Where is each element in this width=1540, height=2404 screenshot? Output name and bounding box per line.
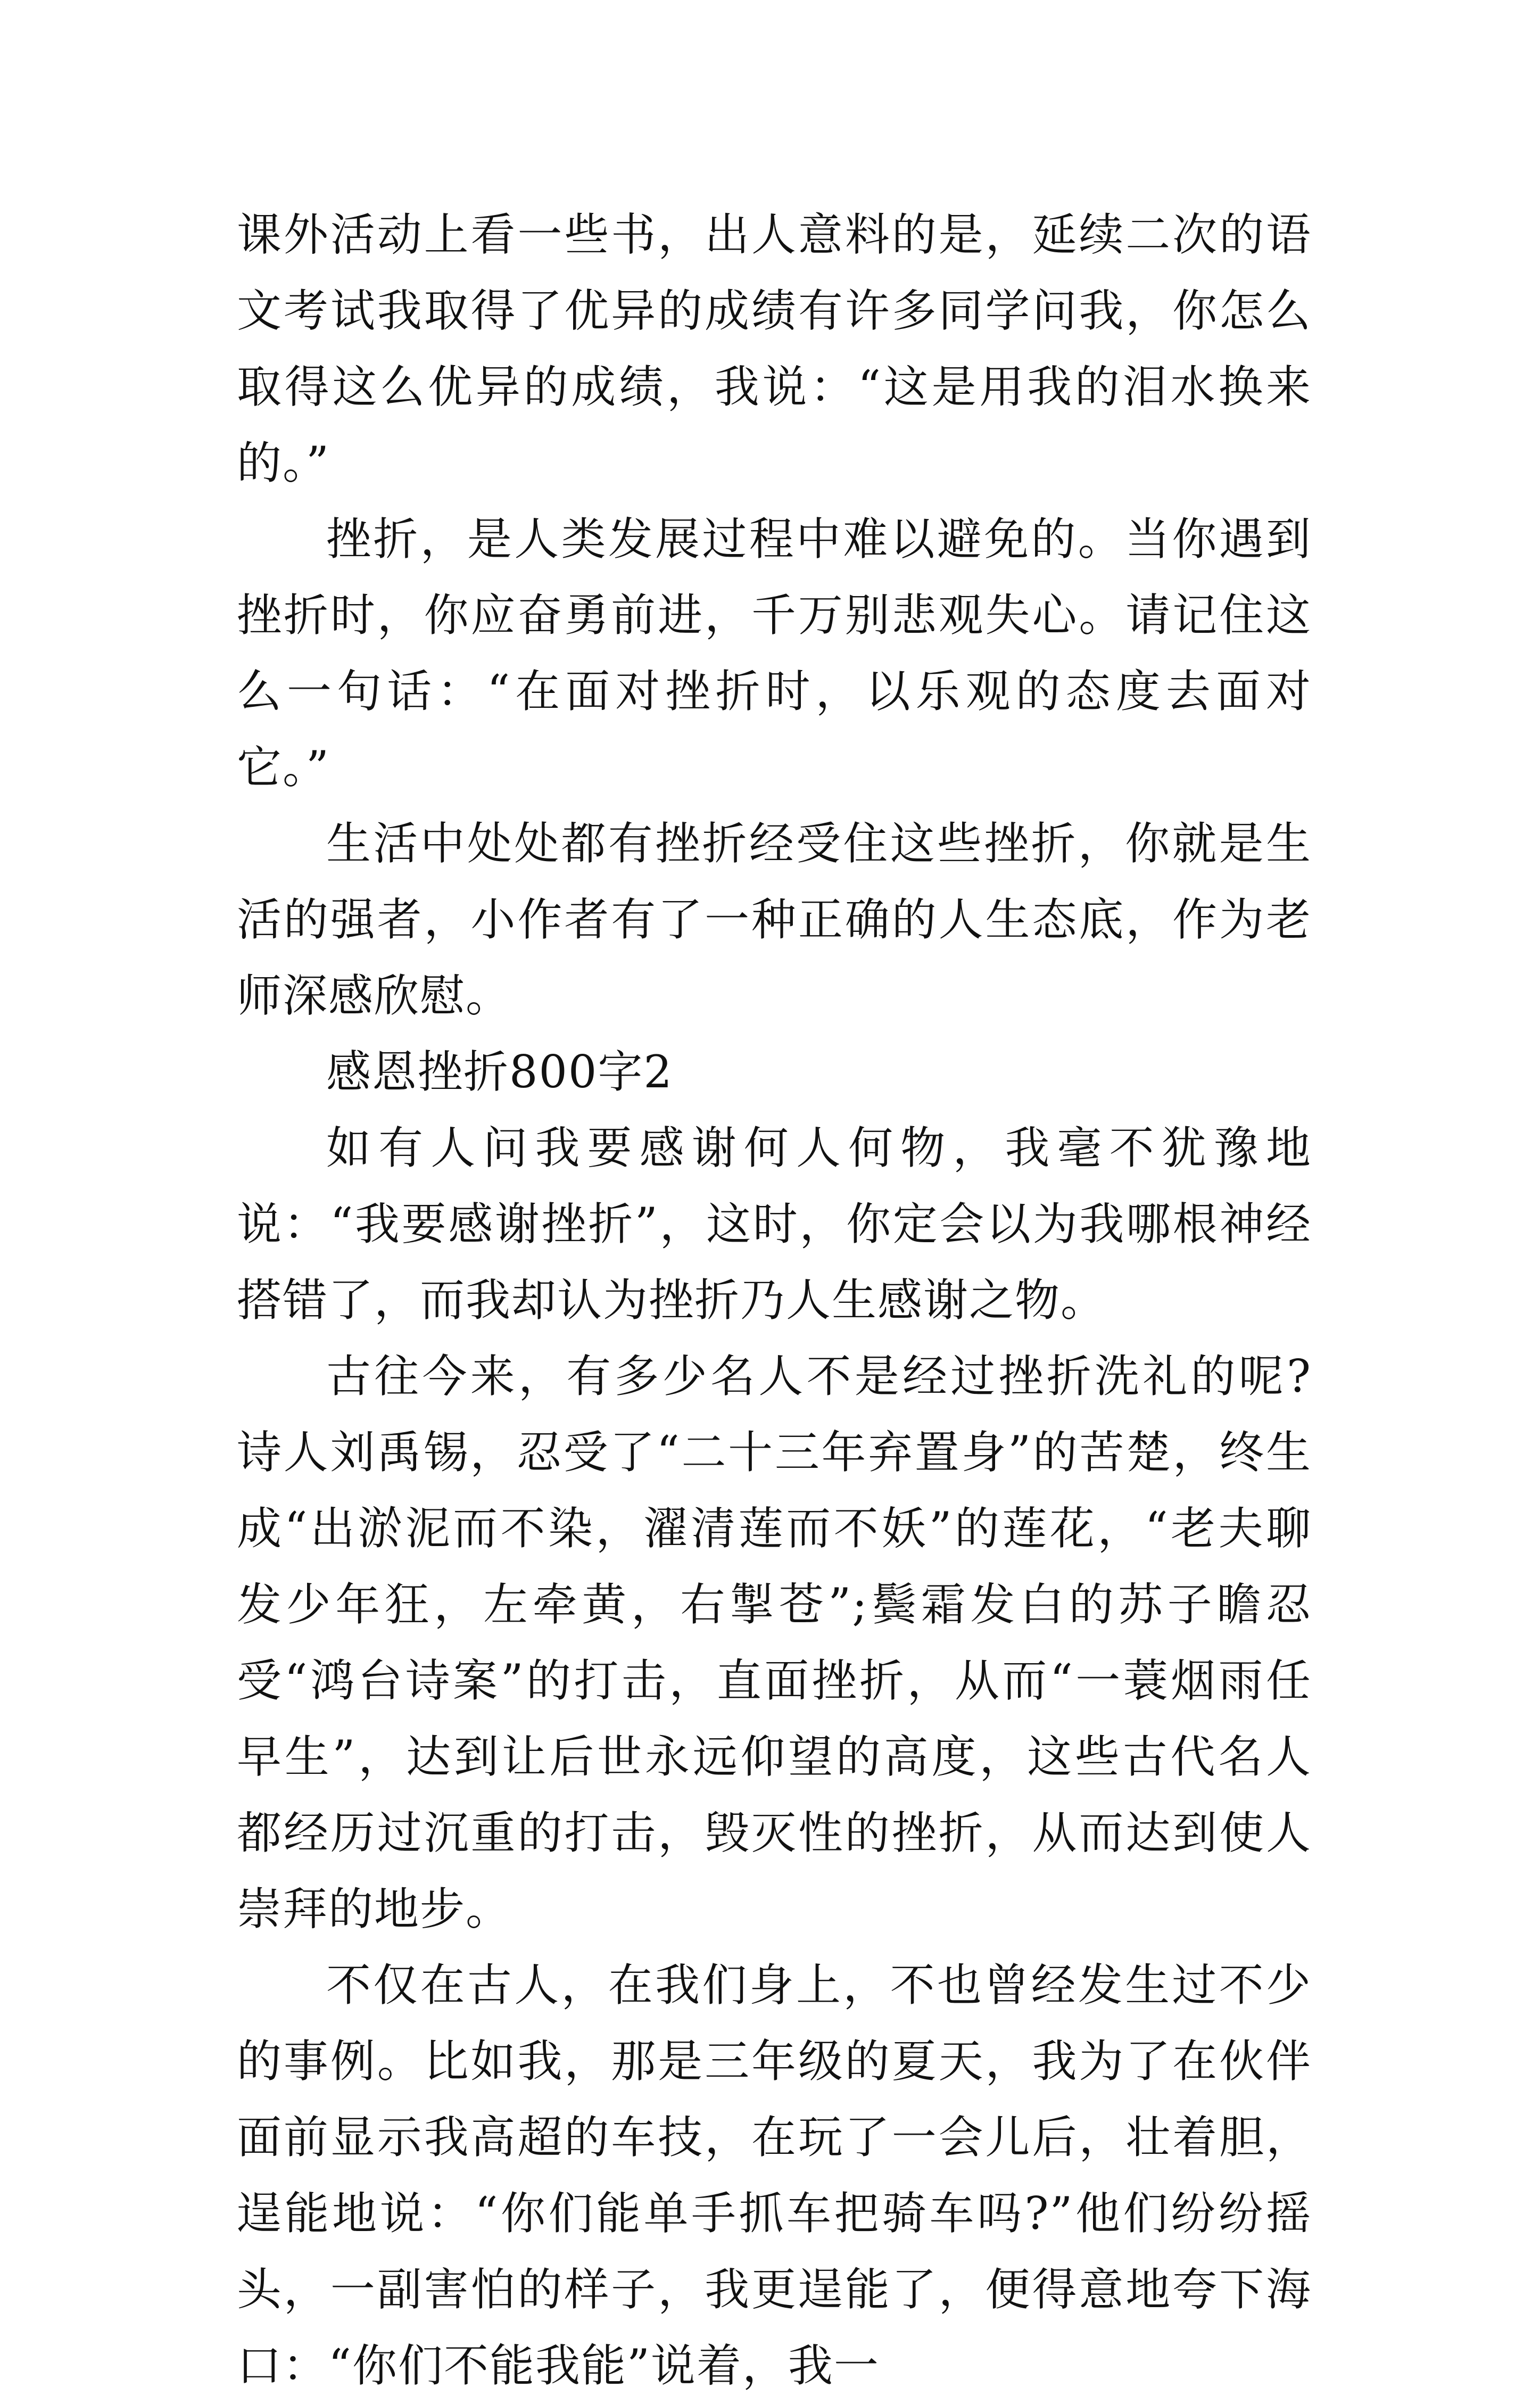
paragraph-1: 课外活动上看一些书，出人意料的是，延续二次的语文考试我取得了优异的成绩有许多同学问我，你怎么取得这么优异的成绩，我说：“这是用我的泪水换来的。” <box>237 209 1312 489</box>
paragraph-4: 如有人问我要感谢何人何物，我毫不犹豫地说：“我要感谢挫折”，这时，你定会以为我哪根神经搭错了，而我却认为挫折乃人生感谢之物。 <box>237 1122 1312 1326</box>
paragraph-5: 古往今来，有多少名人不是经过挫折洗礼的呢?诗人刘禹锡，忍受了“二十三年弃置身”的苦楚，终生成“出淤泥而不染，濯清莲而不妖”的莲花，“老夫聊发少年狂，左牵黄，右掣苍”;鬓霜发白的苏子瞻忍受“鸿台诗案”的打击，直面挫折，从而“一蓑烟雨任早生”，达到让后世永远仰望的高度，这些古代名人都经历过沉重的打击，毁灭性的挫折，从而达到使人崇拜的地步。 <box>237 1350 1312 1935</box>
paragraph-6: 不仅在古人，在我们身上，不也曾经发生过不少的事例。比如我，那是三年级的夏天，我为了在伙伴面前显示我高超的车技，在玩了一会儿后，壮着胆，逞能地说：“你们能单手抓车把骑车吗?”他们纷纷摇头，一副害怕的样子，我更逞能了，便得意地夸下海口：“你们不能我能”说着，我一 <box>237 1959 1312 2392</box>
paragraph-2: 挫折，是人类发展过程中难以避免的。当你遇到挫折时，你应奋勇前进，千万别悲观失心。请记住这么一句话：“在面对挫折时，以乐观的态度去面对它。” <box>237 513 1312 794</box>
document-body <box>237 197 1312 2404</box>
paragraph-3: 生活中处处都有挫折经受住这些挫折，你就是生活的强者，小作者有了一种正确的人生态底，作为老师深感欣慰。 <box>237 817 1312 1022</box>
section-heading: 感恩挫折800字2 <box>326 1046 673 1098</box>
